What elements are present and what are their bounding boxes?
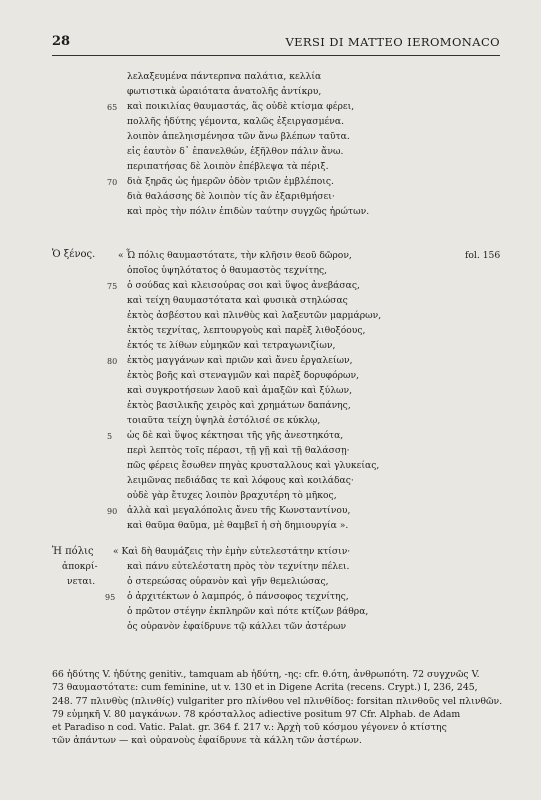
verse-line: περὶ λεπτὸς τοῖς πέρασι, τῇ γῇ καὶ τῇ θαλάσσῃ·	[127, 445, 350, 456]
verse-line: διὰ θαλάσσης δὲ λοιπὸν τίς ἂν ἐξαριθμήσει·	[127, 191, 335, 202]
note-line: 248. 77 πλινθὺς (πλινθίς) vulgariter pro πλίνθου vel πλινθίδος: forsitan πλινθοῦς vel πλινθῶν.	[52, 695, 503, 707]
speaker-label: ἀποκρί-	[62, 561, 98, 572]
verse-line: ὡς δὲ καὶ ὕψος κέκτησαι τῆς γῆς ἀνεστηκότα,	[127, 430, 344, 441]
line-number: 70	[107, 178, 118, 187]
verse-line: ὁ πρῶτον στέγην ἐκπληρῶν καὶ πότε κτίζων βάθρα,	[127, 606, 369, 617]
critical-apparatus	[52, 668, 502, 748]
verse-line: καὶ ποικιλίας θαυμαστάς, ἅς οὐδὲ κτίσμα φέρει,	[127, 101, 355, 112]
verse-line: εἰς ἑαυτὸν δ᾽ ἐπανελθών, ἐξῆλθον πάλιν ἄνω.	[127, 146, 344, 157]
verse-line: τοιαῦτα τείχη ὑψηλὰ ἐστόλισέ σε κύκλῳ,	[127, 415, 321, 426]
note-line: 66 ἡδύτης V. ἡδύτης genitiv., tamquam ab ἡδύτη, -ης: cfr. θ.ότη, ἀνθρωπότη. 72 συγχνῶς V.	[52, 669, 480, 680]
verse-line: καὶ συγκροτήσεων λαοῦ καὶ ἀμαξῶν καὶ ξύλων,	[127, 385, 353, 396]
line-number: 80	[107, 357, 118, 366]
speaker-label: νεται.	[67, 576, 96, 587]
verse-line: καὶ πάνυ εὐτελέστατη πρὸς τὸν τεχνίτην πέλει.	[127, 561, 350, 572]
header-rule	[52, 55, 500, 56]
note-line: τῶν ἁπάντων — καὶ οὐρανοὺς ἐφαίδρυνε τὰ κάλλη τῶν ἀστέρων.	[52, 735, 362, 747]
speaker-label: Ὁ ξένος.	[52, 249, 96, 260]
line-number: 5	[107, 432, 113, 441]
verse-line: ὁποῖος ὑψηλότατος ὁ θαυμαστὸς τεχνίτης,	[127, 265, 328, 276]
verse-line: ἐκτὸς βοῆς καὶ στεναγμῶν καὶ παρὲξ δορυφόρων,	[127, 370, 360, 381]
note-line: 79 εὐμηκῆ V. 80 μαγκάνων. 78 κρόσταλλος adiective positum 97 Cfr. Alphab. de Adam	[52, 708, 461, 720]
folio-ref: fol. 156	[465, 250, 501, 261]
speaker-label: Ἡ πόλις	[52, 546, 94, 557]
verse-line: λειμῶνας πεδιάδας τε καὶ λόφους καὶ κοιλάδας·	[127, 475, 354, 486]
verse-line: ὁ στερεώσας οὐρανὸν καὶ γῆν θεμελιώσας,	[127, 576, 329, 587]
running-title: VERSI DI MATTEO IEROMONACO	[285, 35, 500, 49]
note-line: 73 θαυμαστότατε: cum feminine, ut v. 130 et in Digene Acrita (recens. Crypt.) I, 236, 245,	[52, 682, 478, 694]
verse-line: πολλῆς ἡδύτης γέμοντα, καλῶς ἐξειργασμένα.	[127, 116, 345, 127]
verse-line: « Καὶ δὴ θαυμάζεις τὴν ἐμὴν εὐτελεστάτην κτίσιν·	[113, 546, 351, 557]
page-number: 28	[52, 34, 71, 49]
line-number: 75	[107, 282, 118, 291]
verse-line: φωτιστικὰ ὡραιότατα ἀνατολῆς ἀντίκρυ,	[127, 86, 322, 97]
verse-line: ὁς οὐρανὸν ἐφαίδρυνε τῷ κάλλει τῶν ἀστέρων	[127, 621, 347, 632]
verse-line: ἐκτὸς βασιλικῆς χειρὸς καὶ χρημάτων δαπάνης,	[127, 400, 351, 411]
page-header	[52, 34, 500, 52]
verse-line: ἐκτός τε λίθων εὐμηκῶν καὶ τετραγωνιζίων,	[127, 340, 336, 351]
verse-line: καὶ τείχη θαυμαστότατα καὶ φυσικὰ στηλώσας	[127, 295, 348, 306]
verse-line: διὰ ξηρᾶς ὡς ἡμερῶν ὁδὸν τριῶν ἐμβλέποις.	[127, 176, 334, 187]
verse-line: καὶ πρὸς τὴν πόλιν ἐπιδὼν ταύτην συγχῶς ἠρώτων.	[127, 206, 370, 217]
verse-line: καὶ θαῦμα θαῦμα, μὲ θαμβεῖ ἡ σὴ δημιουργία ».	[127, 520, 349, 531]
verse-line: « Ὦ πόλις θαυμαστότατε, τὴν κλῆσιν θεοῦ δῶρον,	[118, 250, 352, 261]
verse-line: ἐκτὸς μαγγάνων καὶ πριῶν καὶ ἄνευ ἐργαλείων,	[127, 355, 353, 366]
verse-line: οὐδὲ γὰρ ἔτυχες λοιπὸν βραχυτέρη τὸ μῆκος,	[127, 490, 337, 501]
verse-line: ἐκτὸς τεχνίτας, λεπτουργοὺς καὶ παρὲξ λιθοξόους,	[127, 325, 366, 336]
verse-line: περιπατήσας δὲ λοιπὸν ἐπέβλεψα τὰ πέριξ.	[127, 161, 329, 172]
verse-line: ἐκτὸς ἀσβέστου καὶ πλινθὺς καὶ λαξευτῶν μαρμάρων,	[127, 310, 382, 321]
verse-line: ὁ σούδας καὶ κλεισούρας σοι καὶ ὕψος ἀνεβάσας,	[127, 280, 360, 291]
note-line: et Paradiso n cod. Vatic. Palat. gr. 364 f. 217 v.: Ἀρχὴ τοῦ κόσμου γέγονεν ὁ κτίστης	[52, 722, 447, 734]
verse-line: λελαξευμένα πάντερπνα παλάτια, κελλία	[127, 71, 322, 82]
line-number: 65	[107, 103, 118, 112]
line-number: 90	[107, 507, 118, 516]
line-number: 95	[105, 593, 116, 602]
verse-line: ἀλλὰ καὶ μεγαλόπολις ἄνευ τῆς Κωνσταντίνου,	[127, 505, 351, 516]
verse-line: πῶς φέρεις ἔσωθεν πηγὰς κρυσταλλους καὶ γλυκείας,	[127, 460, 380, 471]
verse-line: ὁ ἀρχιτέκτων ὁ λαμπρός, ὁ πάνσοφος τεχνίτης,	[127, 591, 349, 602]
verse-line: λοιπὸν ἀπεληισμένησα τῶν ἄνω βλέπων ταῦτα.	[127, 131, 350, 142]
